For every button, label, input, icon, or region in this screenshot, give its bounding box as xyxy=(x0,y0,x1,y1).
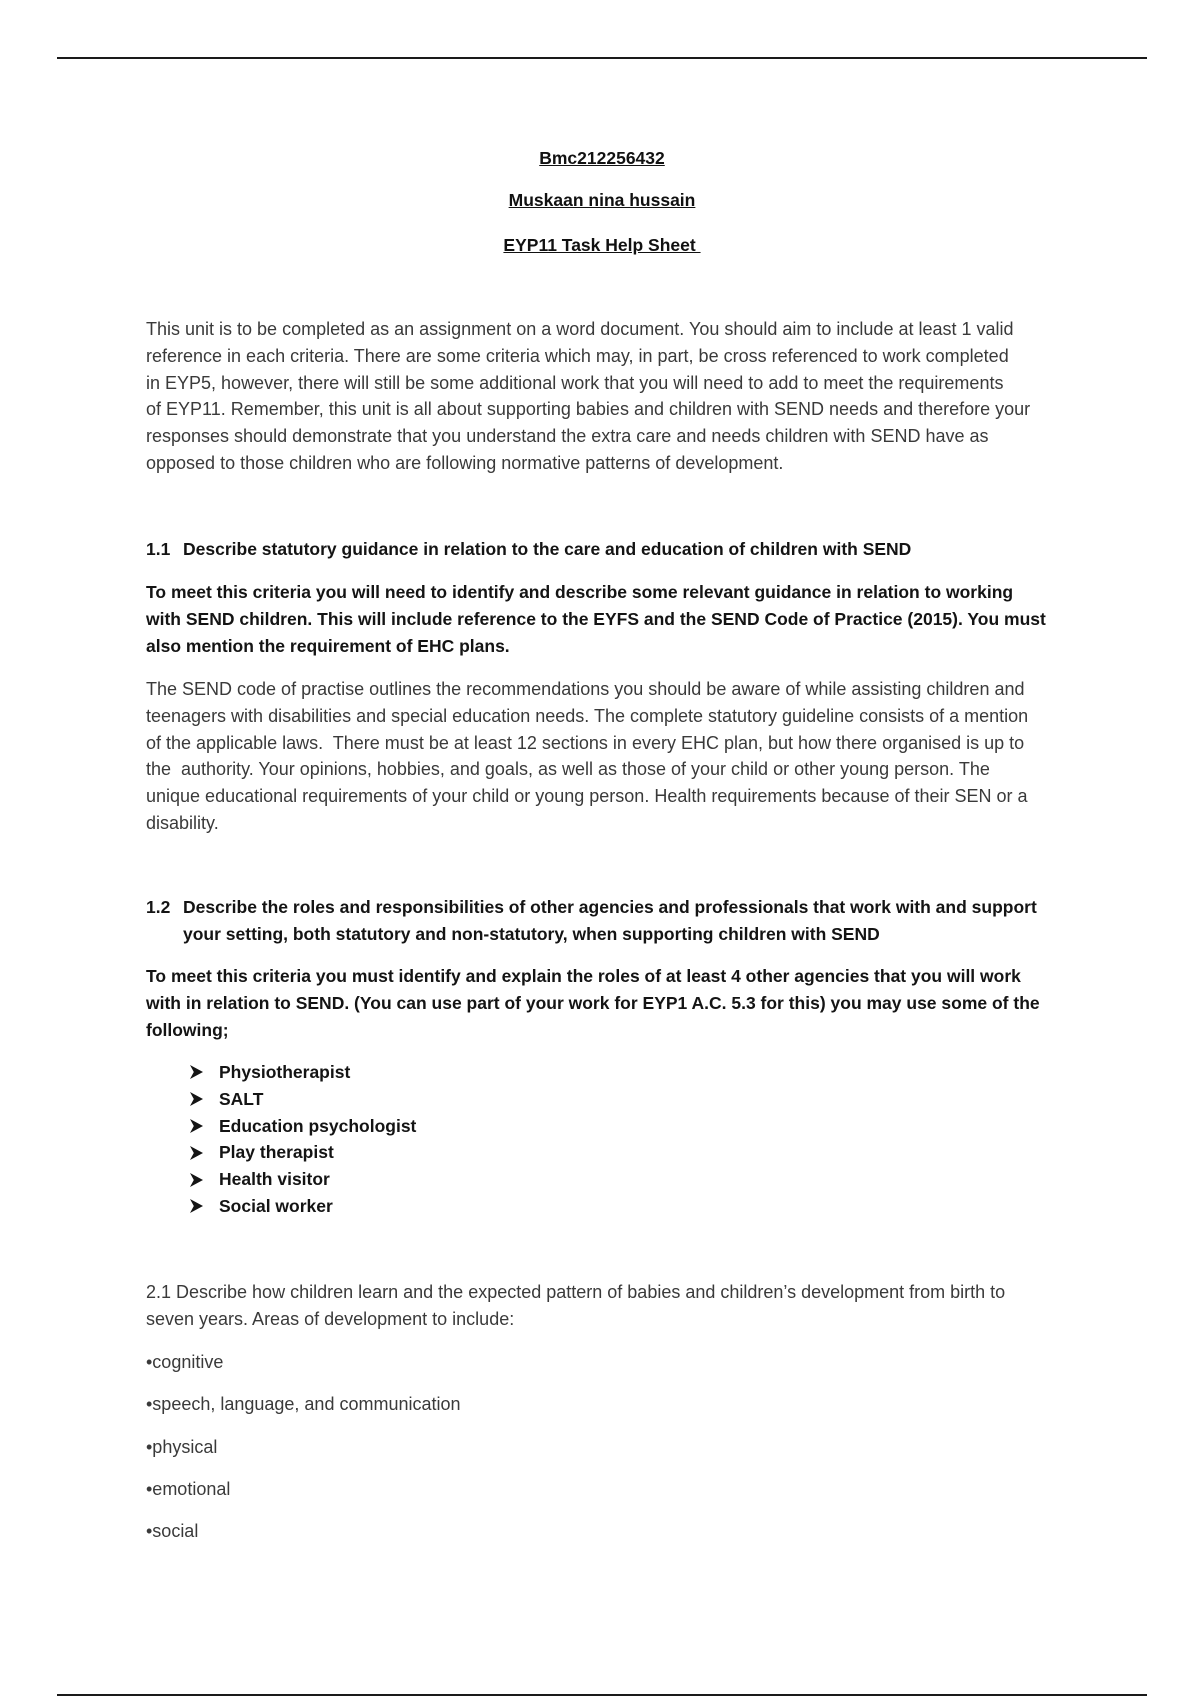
section-number: 1.1 xyxy=(146,539,171,559)
agency-name: Education psychologist xyxy=(219,1115,417,1136)
arrowhead-bullet-icon xyxy=(190,1119,219,1133)
instruction-line: To meet this criteria you must identify and explain the roles of at least 4 other agencies that you will work xyxy=(146,966,1021,986)
section-1-1-heading xyxy=(146,536,1146,563)
section-1-1-instruction xyxy=(146,579,1146,659)
instruction-line: with in relation to SEND. (You can use part of your work for EYP1 A.C. 5.3 for this) you may use some of the xyxy=(146,992,1040,1013)
development-area-item: •emotional xyxy=(146,1478,231,1499)
development-area-item: •speech, language, and communication xyxy=(146,1394,461,1415)
development-areas-list xyxy=(146,1349,1146,1560)
section-heading-line: Describe the roles and responsibilities of other agencies and professionals that work with and support xyxy=(183,897,1037,917)
intro-line: of EYP11. Remember, this unit is all about supporting babies and children with SEND needs and therefore your xyxy=(146,399,1031,420)
arrowhead-bullet-icon xyxy=(190,1199,219,1213)
arrowhead-bullet-icon xyxy=(190,1092,219,1106)
agency-name: Play therapist xyxy=(219,1142,334,1163)
section-heading-line: Describe statutory guidance in relation to the care and education of children with SEND xyxy=(183,539,912,559)
agency-name: SALT xyxy=(219,1088,264,1109)
document-title-heading xyxy=(57,232,1147,259)
arrowhead-bullet-icon xyxy=(190,1173,219,1187)
intro-line: reference in each criteria. There are some criteria which may, in part, be cross referenced to work completed xyxy=(146,345,1009,366)
intro-paragraph xyxy=(146,316,1146,477)
arrowhead-bullet-icon xyxy=(190,1065,219,1079)
intro-line: responses should demonstrate that you understand the extra care and needs children with SEND have as xyxy=(146,426,989,447)
list-item xyxy=(146,1059,1146,1086)
agency-name: Physiotherapist xyxy=(219,1062,351,1082)
arrowhead-bullet-icon xyxy=(190,1146,219,1160)
student-id: Bmc212256432 xyxy=(539,148,665,168)
response-line: The SEND code of practise outlines the recommendations you should be aware of while assisting children and xyxy=(146,679,1025,699)
list-item xyxy=(146,1193,1146,1220)
list-item xyxy=(146,1166,1146,1193)
intro-line: in EYP5, however, there will still be some additional work that you will need to add to meet the requirements xyxy=(146,372,1004,393)
development-area-item: •physical xyxy=(146,1436,218,1457)
development-area-item: •cognitive xyxy=(146,1352,224,1372)
section-1-2-heading xyxy=(146,894,1146,948)
response-line: unique educational requirements of your child or young person. Health requirements because of their SEN or a xyxy=(146,786,1028,807)
intro-line: opposed to those children who are following normative patterns of development. xyxy=(146,452,784,473)
section-1-1-response xyxy=(146,676,1146,837)
bottom-rule xyxy=(57,1694,1147,1696)
section-1-2-instruction xyxy=(146,963,1146,1043)
response-line: disability. xyxy=(146,812,219,833)
instruction-line: with SEND children. This will include reference to the EYFS and the SEND Code of Practice (2015). You must xyxy=(146,608,1046,629)
section-heading-text xyxy=(183,894,1146,948)
agencies-list xyxy=(146,1059,1146,1220)
development-area-item: •social xyxy=(146,1521,199,1542)
instruction-line: following; xyxy=(146,1019,229,1040)
section-2-1-line: 2.1 Describe how children learn and the expected pattern of babies and children’s development from birth to xyxy=(146,1282,1006,1302)
section-number: 1.2 xyxy=(146,897,171,917)
section-2-1-paragraph xyxy=(146,1279,1146,1333)
document-title: EYP11 Task Help Sheet xyxy=(503,235,701,255)
intro-line: This unit is to be completed as an assignment on a word document. You should aim to include at least 1 valid xyxy=(146,319,1014,339)
instruction-line: also mention the requirement of EHC plans. xyxy=(146,635,510,656)
section-heading-text xyxy=(183,536,1146,563)
response-line: of the applicable laws. There must be at least 12 sections in every EHC plan, but how there organised is up to xyxy=(146,732,1025,753)
list-item xyxy=(146,1113,1146,1140)
section-heading-line: your setting, both statutory and non-statutory, when supporting children with SEND xyxy=(183,923,880,944)
agency-name: Health visitor xyxy=(219,1169,330,1190)
section-2-1-line: seven years. Areas of development to include: xyxy=(146,1308,515,1329)
list-item xyxy=(146,1086,1146,1113)
top-rule xyxy=(57,57,1147,59)
student-name: Muskaan nina hussain xyxy=(508,190,696,210)
response-line: the authority. Your opinions, hobbies, and goals, as well as those of your child or other young person. The xyxy=(146,759,990,780)
list-item xyxy=(146,1139,1146,1166)
agency-name: Social worker xyxy=(219,1195,333,1216)
student-name-heading xyxy=(57,187,1147,214)
instruction-line: To meet this criteria you will need to identify and describe some relevant guidance in relation to working xyxy=(146,582,1014,602)
student-id-heading xyxy=(57,145,1147,172)
response-line: teenagers with disabilities and special education needs. The complete statutory guideline consists of a mention xyxy=(146,705,1029,726)
